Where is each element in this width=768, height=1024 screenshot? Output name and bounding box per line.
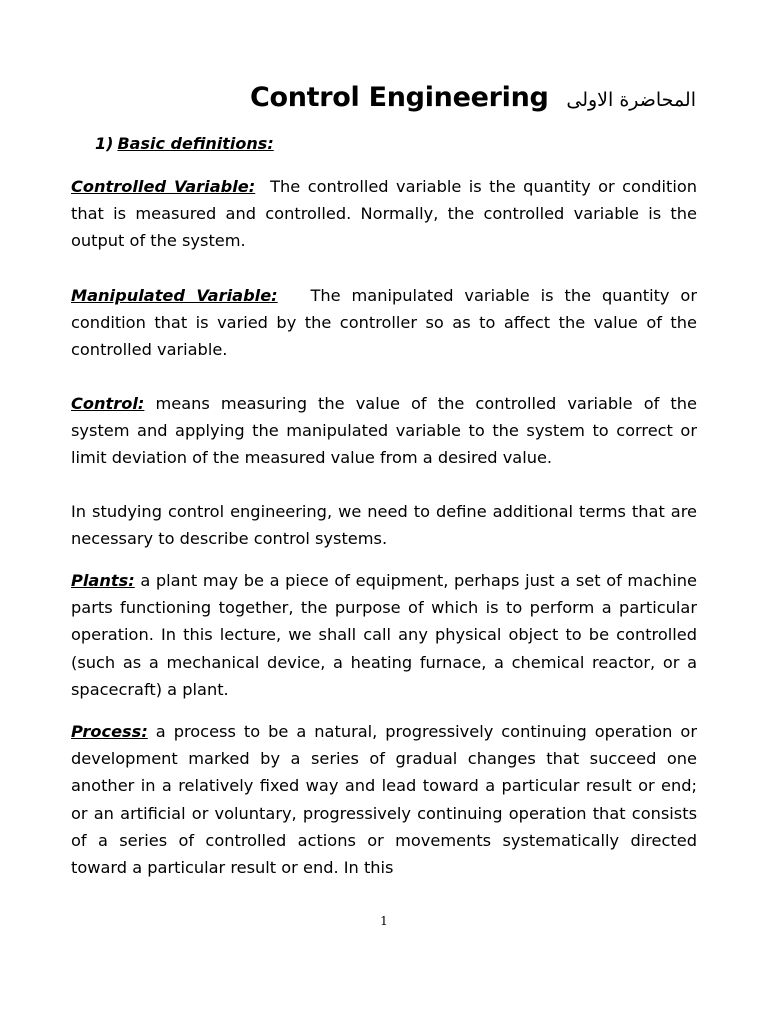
arabic-lecture-title: المحاضرة الاولى	[566, 89, 696, 111]
term-controlled-variable: Controlled Variable:	[71, 177, 256, 196]
paragraph-intro	[71, 498, 697, 552]
paragraph-controlled-variable	[71, 173, 697, 255]
paragraph-control	[71, 390, 697, 472]
definition-plants: a plant may be a piece of equipment, perhaps just a set of machine parts functioning together, the purpose of which is to perform a particular operation. In this lecture, we shall call any physical object to be controlled (such as a mechanical device, a heating furnace, a chemical reactor, or a spacecraft) a plant.	[71, 571, 697, 699]
term-manipulated-variable: Manipulated Variable:	[71, 286, 278, 305]
paragraph-plants	[71, 567, 697, 703]
definition-controlled-variable: The controlled variable is the quantity or condition that is measured and controlled. Normally, the controlled variable is the output of the system.	[71, 177, 697, 251]
page-title: Control Engineering	[250, 82, 549, 113]
intro-text: In studying control engineering, we need to define additional terms that are necessary to describe control systems.	[71, 502, 697, 549]
title-row	[0, 80, 768, 120]
term-process: Process:	[71, 722, 148, 741]
section-heading	[95, 131, 274, 157]
page-number: 1	[380, 914, 388, 928]
paragraph-manipulated-variable	[71, 282, 697, 364]
section-number: 1)	[95, 134, 114, 153]
term-plants: Plants:	[71, 571, 135, 590]
definition-control: means measuring the value of the controlled variable of the system and applying the manipulated variable to the system to correct or limit deviation of the measured value from a desired value.	[71, 394, 697, 468]
definition-process: a process to be a natural, progressively continuing operation or development marked by a series of gradual changes that succeed one another in a relatively fixed way and lead toward a particular result or end; or an artificial or voluntary, progressively continuing operation that consists of a series of controlled actions or movements systematically directed toward a particular result or end. In this	[71, 722, 697, 878]
definition-manipulated-variable: The manipulated variable is the quantity or condition that is varied by the controller so as to affect the value of the controlled variable.	[71, 286, 697, 360]
term-control: Control:	[71, 394, 145, 413]
paragraph-process	[71, 718, 697, 881]
section-heading-label: Basic definitions:	[117, 134, 274, 153]
